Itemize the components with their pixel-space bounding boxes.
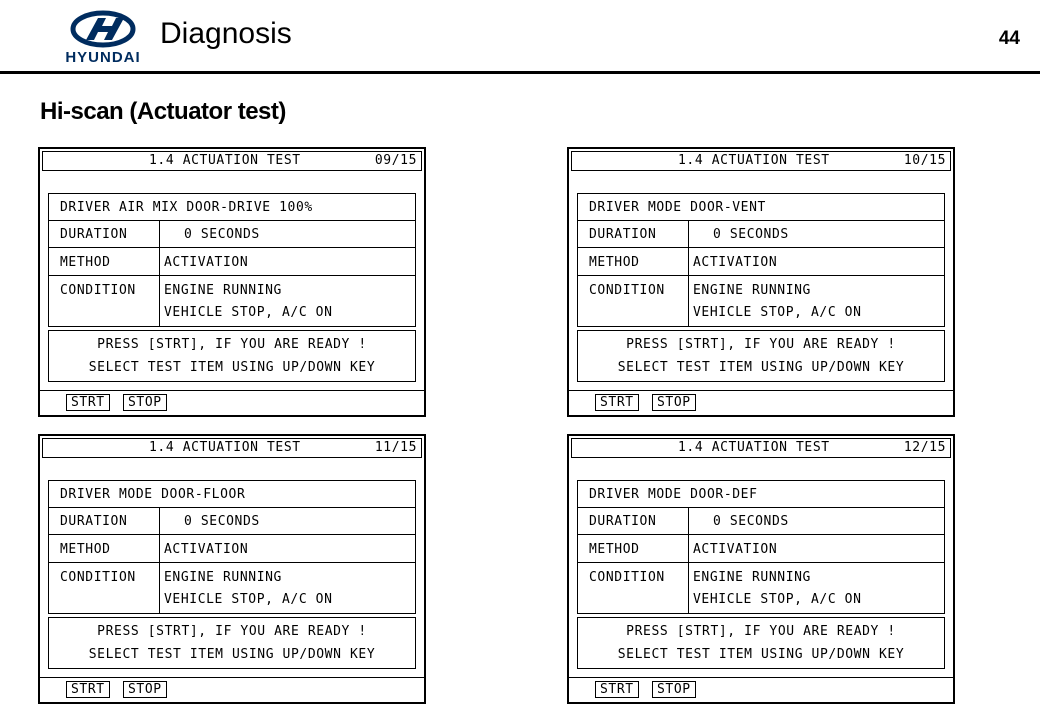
instruction-line1: PRESS [STRT], IF YOU ARE READY !: [97, 337, 367, 352]
start-button[interactable]: STRT: [595, 394, 639, 411]
start-button[interactable]: STRT: [595, 681, 639, 698]
method-value: ACTIVATION: [164, 542, 249, 557]
condition-value-line1: ENGINE RUNNING: [164, 283, 282, 298]
instruction-line2: SELECT TEST ITEM USING UP/DOWN KEY: [617, 360, 905, 375]
screen-title: 1.4 ACTUATION TEST: [149, 153, 301, 168]
duration-row: [578, 220, 944, 248]
screen-title-bar: [42, 438, 422, 458]
instruction-line2: SELECT TEST ITEM USING UP/DOWN KEY: [88, 647, 376, 662]
method-row: [578, 248, 944, 276]
duration-value: 0 SECONDS: [713, 227, 789, 242]
test-info-table: [577, 220, 945, 327]
duration-row: [49, 507, 415, 535]
instruction-line2: SELECT TEST ITEM USING UP/DOWN KEY: [617, 647, 905, 662]
method-row: [49, 535, 415, 563]
instruction-line2: SELECT TEST ITEM USING UP/DOWN KEY: [88, 360, 376, 375]
screen-page-indicator: 10/15: [903, 153, 946, 168]
method-label: METHOD: [49, 535, 160, 562]
screen-title-bar: [42, 151, 422, 171]
condition-value-line1: ENGINE RUNNING: [693, 283, 811, 298]
condition-label: CONDITION: [49, 276, 160, 326]
test-item-box: [577, 193, 945, 221]
instruction-message-box: [577, 330, 945, 382]
condition-label: CONDITION: [49, 563, 160, 613]
duration-label: DURATION: [49, 507, 160, 534]
duration-value: 0 SECONDS: [184, 514, 260, 529]
condition-row: [578, 563, 944, 614]
section-heading: Hi-scan (Actuator test): [40, 98, 286, 125]
test-item-name: DRIVER AIR MIX DOOR-DRIVE 100%: [60, 200, 313, 215]
screen-page-indicator: 12/15: [903, 440, 946, 455]
condition-value-line1: ENGINE RUNNING: [693, 570, 811, 585]
test-item-box: [577, 480, 945, 508]
screen-title: 1.4 ACTUATION TEST: [678, 153, 830, 168]
actuation-test-screen: [38, 434, 426, 704]
instruction-message-box: [48, 617, 416, 669]
actuation-test-screen: [567, 434, 955, 704]
actuation-test-screen: [38, 147, 426, 417]
condition-value-line2: VEHICLE STOP, A/C ON: [164, 305, 333, 320]
function-key-bar: [40, 390, 424, 415]
test-item-name: DRIVER MODE DOOR-FLOOR: [60, 487, 246, 502]
condition-value-line2: VEHICLE STOP, A/C ON: [164, 592, 333, 607]
method-row: [578, 535, 944, 563]
method-value: ACTIVATION: [693, 255, 778, 270]
method-label: METHOD: [49, 248, 160, 275]
condition-value-line2: VEHICLE STOP, A/C ON: [693, 592, 862, 607]
condition-value-line2: VEHICLE STOP, A/C ON: [693, 305, 862, 320]
test-item-name: DRIVER MODE DOOR-VENT: [589, 200, 766, 215]
stop-button[interactable]: STOP: [123, 681, 167, 698]
duration-label: DURATION: [49, 220, 160, 247]
instruction-line1: PRESS [STRT], IF YOU ARE READY !: [97, 624, 367, 639]
stop-button[interactable]: STOP: [123, 394, 167, 411]
condition-label: CONDITION: [578, 276, 689, 326]
test-info-table: [48, 220, 416, 327]
test-item-name: DRIVER MODE DOOR-DEF: [589, 487, 758, 502]
start-button[interactable]: STRT: [66, 394, 110, 411]
stop-button[interactable]: STOP: [652, 681, 696, 698]
duration-row: [578, 507, 944, 535]
header-divider: [0, 71, 1040, 74]
start-button[interactable]: STRT: [66, 681, 110, 698]
test-item-box: [48, 193, 416, 221]
test-info-table: [577, 507, 945, 614]
method-label: METHOD: [578, 248, 689, 275]
instruction-message-box: [577, 617, 945, 669]
condition-row: [49, 563, 415, 614]
page-number: 44: [998, 28, 1020, 49]
function-key-bar: [569, 390, 953, 415]
condition-row: [49, 276, 415, 327]
condition-value-line1: ENGINE RUNNING: [164, 570, 282, 585]
method-value: ACTIVATION: [693, 542, 778, 557]
screen-page-indicator: 11/15: [374, 440, 417, 455]
duration-value: 0 SECONDS: [184, 227, 260, 242]
hyundai-logo: [50, 8, 156, 66]
duration-label: DURATION: [578, 507, 689, 534]
condition-label: CONDITION: [578, 563, 689, 613]
screen-title-bar: [571, 438, 951, 458]
instruction-message-box: [48, 330, 416, 382]
condition-row: [578, 276, 944, 327]
instruction-line1: PRESS [STRT], IF YOU ARE READY !: [626, 624, 896, 639]
actuation-test-screen: [567, 147, 955, 417]
slide-header: [0, 0, 1040, 74]
function-key-bar: [569, 677, 953, 702]
method-label: METHOD: [578, 535, 689, 562]
stop-button[interactable]: STOP: [652, 394, 696, 411]
screen-page-indicator: 09/15: [374, 153, 417, 168]
method-value: ACTIVATION: [164, 255, 249, 270]
duration-value: 0 SECONDS: [713, 514, 789, 529]
page-title: Diagnosis: [160, 17, 292, 50]
test-info-table: [48, 507, 416, 614]
duration-label: DURATION: [578, 220, 689, 247]
test-item-box: [48, 480, 416, 508]
method-row: [49, 248, 415, 276]
screen-title-bar: [571, 151, 951, 171]
screen-title: 1.4 ACTUATION TEST: [678, 440, 830, 455]
duration-row: [49, 220, 415, 248]
logo-wordmark: HYUNDAI: [65, 49, 141, 66]
function-key-bar: [40, 677, 424, 702]
screen-title: 1.4 ACTUATION TEST: [149, 440, 301, 455]
instruction-line1: PRESS [STRT], IF YOU ARE READY !: [626, 337, 896, 352]
